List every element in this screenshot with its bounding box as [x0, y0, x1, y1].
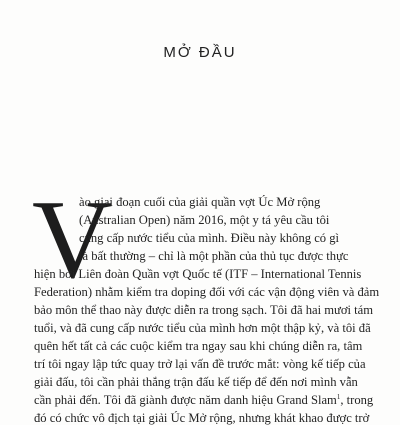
body-line-11: giải đấu, tôi cần phải thắng trận đấu kế tiếp để đến nơi mình vẫn — [34, 375, 358, 389]
body-line-5: hiện bởi Liên đoàn Quần vợt Quốc tế (ITF – International Tennis — [34, 267, 362, 281]
body-line-12 — [34, 394, 373, 407]
body-line-4: là bất thường – chỉ là một phần của thủ tục được thực — [79, 249, 349, 263]
body-line-2: (Australian Open) năm 2016, một y tá yêu cầu tôi — [79, 213, 330, 227]
body-line-10: trí tôi ngay lập tức quay trở lại vấn đề trước mắt: vòng kế tiếp của — [34, 357, 366, 371]
body-line-13: đó có chức vô địch tại giải Úc Mở rộng, nhưng khát khao được trở — [34, 411, 370, 425]
body-line-7: bảo môn thể thao này được diễn ra trong sạch. Tôi đã hai mươi tám — [34, 303, 374, 317]
body-line-3: cung cấp nước tiểu của mình. Điều này không có gì — [79, 231, 340, 245]
body-line-12-tail: , trong — [340, 393, 374, 407]
body-line-8: tuổi, và đã cung cấp nước tiểu của mình hơn một thập kỷ, và tôi đã — [34, 321, 371, 335]
footnote-marker: 1 — [336, 392, 341, 401]
drop-cap: V — [32, 178, 113, 302]
chapter-heading: MỞ ĐẦU — [163, 44, 237, 61]
body-line-12-text: cần phải đến. Tôi đã giành được năm danh hiệu Grand Slam — [34, 393, 337, 407]
body-line-9: quên hết tất cả các cuộc kiểm tra ngay sau khi chúng diễn ra, tâm — [34, 339, 363, 353]
body-line-1: ào giai đoạn cuối của giải quần vợt Úc Mở rộng — [79, 195, 321, 209]
body-line-6: Federation) nhằm kiểm tra doping đối với các vận động viên và đảm — [34, 285, 380, 299]
